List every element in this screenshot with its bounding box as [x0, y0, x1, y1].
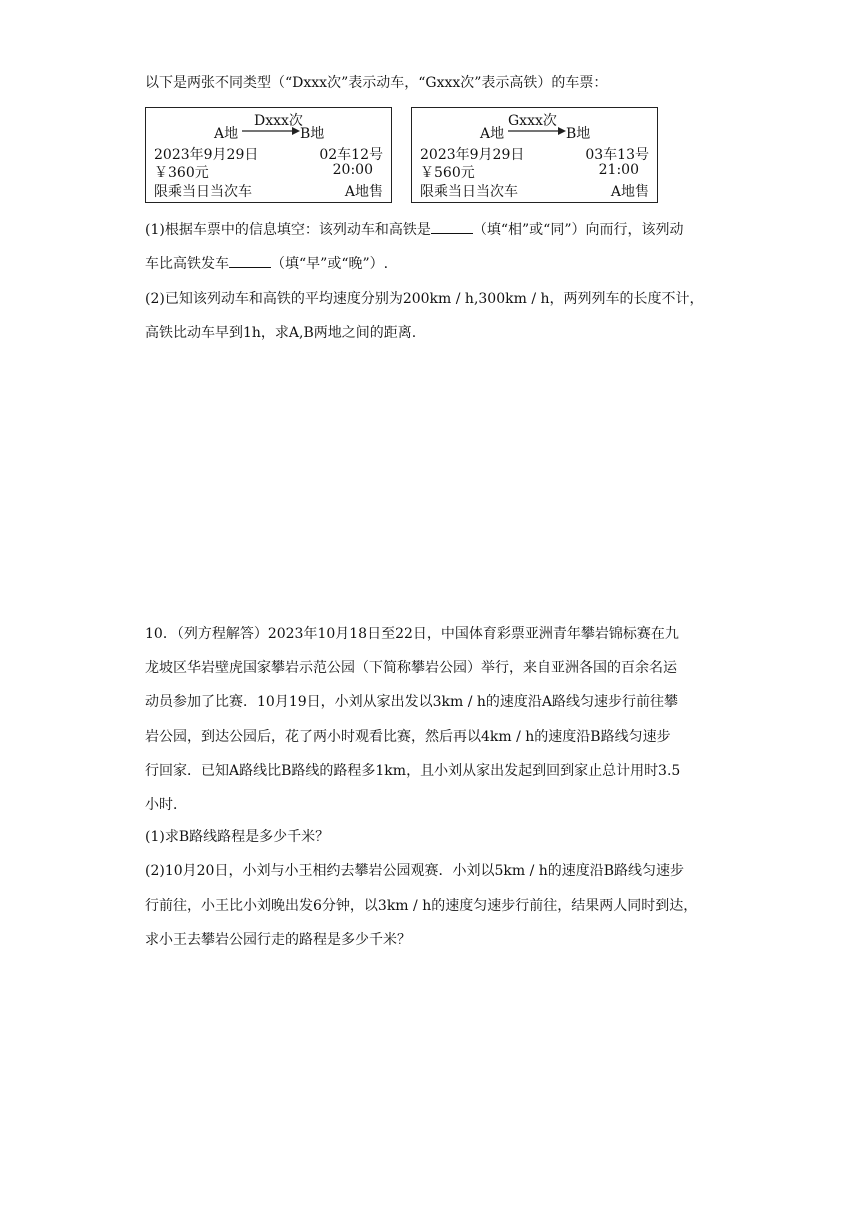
intro-text: 以下是两张不同类型（“Dxxx次”表示动车，“Gxxx次”表示高铁）的车票： [145, 75, 608, 91]
ticket-to: B地 [566, 126, 591, 142]
ticket-to: B地 [300, 126, 325, 142]
ticket-price: ￥560元 [420, 165, 475, 181]
q10-line-3: 动员参加了比赛．10月19日，小刘从家出发以3km / h的速度沿A路线匀速步行前往攀 [145, 694, 679, 710]
ticket-from: A地 [480, 126, 505, 142]
ticket-seat: 03车13号 [585, 147, 649, 163]
q10-line-5: 行回家．已知A路线比B路线的路程多1km，且小刘从家出发起到回到家止总计用时3.5 [145, 763, 681, 779]
q10-line-6: 小时． [145, 797, 187, 813]
q9-part1-line1 [145, 220, 683, 240]
q9-part2-line1: (2)已知该列动车和高铁的平均速度分别为200km / h,300km / h，两列列车的长度不计， [145, 291, 704, 307]
ticket-train-number: Gxxx次 [508, 113, 557, 129]
ticket-sold: A地售 [610, 184, 649, 200]
q10-line-4: 岩公园，到达公园后，花了两小时观看比赛，然后再以4km / h的速度沿B路线匀速步 [145, 729, 671, 745]
q9-part1-text-d: （填“早”或“晚”）. [271, 256, 389, 272]
q10-question-2-line2: 行前往，小王比小刘晚出发6分钟，以3km / h的速度匀速步行前往，结果两人同时到达， [145, 898, 698, 914]
ticket-seat: 02车12号 [319, 147, 383, 163]
ticket-d-train [145, 107, 392, 203]
q10-question-1: (1)求B路线路程是多少千米？ [145, 829, 330, 845]
q10-question-2-line3: 求小王去攀岩公园行走的路程是多少千米？ [145, 932, 411, 948]
q10-line-2: 龙坡区华岩壁虎国家攀岩示范公园（下简称攀岩公园）举行，来自亚洲各国的百余名运 [145, 660, 677, 676]
q9-part1-text-b: （填“相”或“同”）向而行，该列动 [472, 222, 684, 238]
ticket-from: A地 [214, 126, 239, 142]
ticket-sold: A地售 [344, 184, 383, 200]
q9-part1-text-c: 车比高铁发车 [145, 256, 229, 272]
ticket-time: 21:00 [598, 162, 639, 178]
q9-part1-line2 [145, 254, 388, 274]
ticket-train-number: Dxxx次 [254, 113, 303, 129]
q10-line-1: 10．（列方程解答）2023年10月18日至22日，中国体育彩票亚洲青年攀岩锦标赛在九 [145, 626, 679, 642]
q9-part2-line2: 高铁比动车早到1h，求A,B两地之间的距离. [145, 325, 417, 341]
ticket-note: 限乘当日当次车 [154, 184, 252, 200]
ticket-g-train [411, 107, 658, 203]
answer-blank[interactable] [431, 221, 473, 234]
q10-question-2-line1: (2)10月20日，小刘与小王相约去攀岩公园观赛．小刘以5km / h的速度沿B路线匀速步 [145, 863, 685, 879]
ticket-price: ￥360元 [154, 165, 209, 181]
arrow-right-icon [508, 125, 566, 137]
q9-part1-text-a: (1)根据车票中的信息填空：该列动车和高铁是 [145, 222, 431, 238]
ticket-date: 2023年9月29日 [154, 147, 259, 163]
ticket-date: 2023年9月29日 [420, 147, 525, 163]
ticket-note: 限乘当日当次车 [420, 184, 518, 200]
answer-blank[interactable] [229, 255, 271, 268]
arrow-right-icon [242, 125, 300, 137]
ticket-time: 20:00 [332, 162, 373, 178]
